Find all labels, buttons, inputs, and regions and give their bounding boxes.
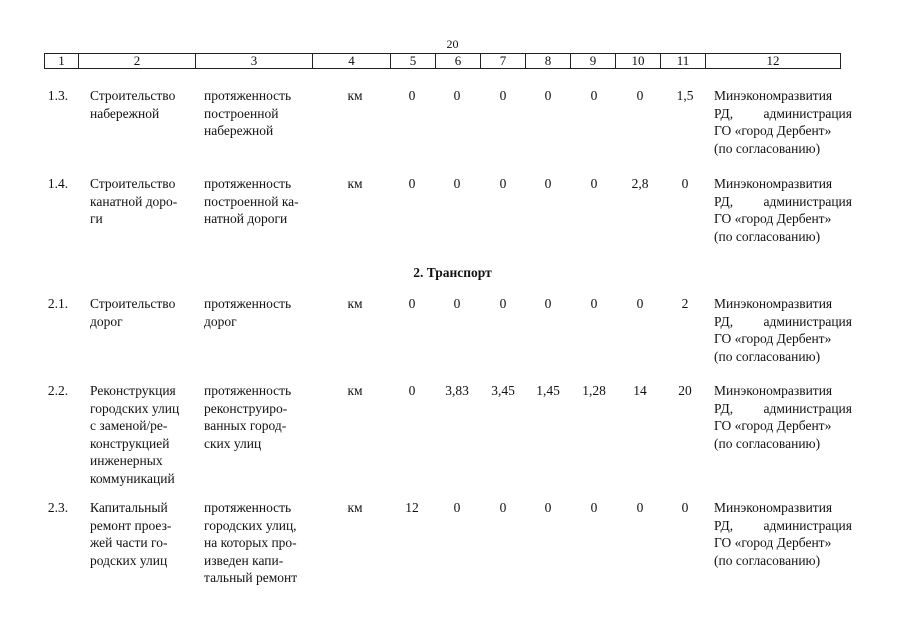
value-col-6: 0: [453, 296, 461, 311]
measure-name-line: конструкцией: [90, 435, 170, 451]
responsible-line: РД,: [714, 105, 734, 121]
value-col-11: 0: [681, 176, 689, 191]
responsible-line: РД,: [714, 313, 734, 329]
unit: км: [347, 296, 363, 311]
responsible-line: Минэкономразвития: [714, 500, 833, 515]
value-col-10: 2,8: [631, 176, 649, 191]
header-col-6: 6: [436, 54, 481, 69]
value-col-7: 0: [499, 88, 507, 103]
indicator-line: дорог: [204, 313, 237, 329]
responsible: [714, 87, 852, 157]
indicator-line: набережной: [204, 123, 274, 138]
measure-name-line: ги: [90, 211, 103, 226]
value-col-10: 14: [633, 383, 647, 398]
indicator-line: построенной: [204, 105, 279, 121]
indicator: [204, 87, 316, 140]
measure-name-line: ремонт проез-: [90, 517, 172, 533]
value-col-8: 0: [544, 88, 552, 103]
value-col-10: 0: [636, 500, 644, 515]
indicator-line: ванных город-: [204, 418, 287, 433]
measure-name: [90, 295, 200, 330]
responsible-line: ГО «город Дербент»: [714, 211, 832, 226]
value-col-7: 3,45: [491, 383, 515, 398]
value-col-9: 0: [590, 88, 598, 103]
responsible-line: Минэкономразвития: [714, 88, 833, 103]
responsible: [714, 175, 852, 245]
value-col-5: 0: [408, 383, 416, 398]
responsible-line: (по согласованию): [714, 552, 821, 568]
value-col-6: 0: [453, 176, 461, 191]
responsible-line: (по согласованию): [714, 348, 821, 364]
measure-name-line: Капитальный: [90, 500, 168, 515]
indicator: [204, 295, 316, 330]
header-col-5: 5: [391, 54, 436, 69]
measure-name-line: Строительство: [90, 88, 176, 103]
responsible-line: администрация: [763, 313, 852, 329]
value-col-5: 0: [408, 296, 416, 311]
unit: км: [347, 176, 363, 191]
row-number: 2.2.: [47, 383, 69, 398]
responsible: [714, 499, 852, 569]
responsible-line: РД,: [714, 517, 734, 533]
measure-name-line: городских улиц: [90, 400, 180, 416]
responsible-line: ГО «город Дербент»: [714, 123, 832, 138]
measure-name-line: Реконструкция: [90, 383, 176, 398]
indicator-line: протяженность: [204, 383, 292, 398]
responsible-line: ГО «город Дербент»: [714, 535, 832, 550]
section-title: 2. Транспорт: [413, 265, 492, 280]
value-col-11: 2: [681, 296, 689, 311]
header-col-11: 11: [661, 54, 706, 69]
responsible-line: Минэкономразвития: [714, 296, 833, 311]
value-col-10: 0: [636, 296, 644, 311]
measure-name-line: с заменой/ре-: [90, 418, 168, 433]
measure-name-line: набережной: [90, 105, 160, 121]
header-col-10: 10: [616, 54, 661, 69]
indicator-line: натной дороги: [204, 211, 288, 226]
value-col-11: 20: [678, 383, 692, 398]
header-col-8: 8: [526, 54, 571, 69]
header-col-12: 12: [706, 54, 841, 69]
unit: км: [347, 88, 363, 103]
indicator-line: протяженность: [204, 296, 292, 311]
value-col-11: 1,5: [676, 88, 694, 103]
value-col-7: 0: [499, 176, 507, 191]
responsible-line: Минэкономразвития: [714, 383, 833, 398]
indicator-line: городских улиц,: [204, 517, 297, 533]
row-number: 1.4.: [47, 176, 69, 191]
column-header-table: [44, 53, 841, 69]
measure-name: [90, 87, 200, 122]
responsible-line: РД,: [714, 400, 734, 416]
measure-name-line: Строительство: [90, 176, 176, 191]
value-col-6: 3,83: [445, 383, 469, 398]
indicator-line: тальный ремонт: [204, 570, 298, 585]
measure-name: [90, 175, 200, 228]
value-col-5: 0: [408, 176, 416, 191]
value-col-9: 0: [590, 176, 598, 191]
indicator: [204, 382, 316, 452]
row-number: 2.3.: [47, 500, 69, 515]
measure-name-line: инженерных: [90, 453, 163, 468]
page-number: 20: [446, 37, 459, 51]
measure-name-line: жей части го-: [90, 535, 168, 550]
row-number: 1.3.: [47, 88, 69, 103]
header-col-7: 7: [481, 54, 526, 69]
measure-name-line: дорог: [90, 313, 123, 329]
indicator-line: протяженность: [204, 176, 292, 191]
value-col-5: 12: [405, 500, 419, 515]
measure-name-line: Строительство: [90, 296, 176, 311]
responsible-line: (по согласованию): [714, 140, 821, 156]
indicator-line: построенной ка-: [204, 193, 299, 209]
responsible-line: ГО «город Дербент»: [714, 331, 832, 346]
responsible-line: (по согласованию): [714, 228, 821, 244]
unit: км: [347, 500, 363, 515]
value-col-5: 0: [408, 88, 416, 103]
indicator-line: на которых про-: [204, 535, 297, 550]
value-col-8: 0: [544, 296, 552, 311]
row-number: 2.1.: [47, 296, 69, 311]
value-col-6: 0: [453, 500, 461, 515]
responsible: [714, 382, 852, 452]
indicator: [204, 175, 316, 228]
responsible-line: администрация: [763, 517, 852, 533]
indicator-line: ских улиц: [204, 435, 262, 451]
value-col-8: 1,45: [536, 383, 560, 398]
value-col-10: 0: [636, 88, 644, 103]
value-col-9: 0: [590, 500, 598, 515]
responsible-line: администрация: [763, 193, 852, 209]
value-col-9: 1,28: [582, 383, 606, 398]
measure-name-line: родских улиц: [90, 552, 168, 568]
measure-name-line: коммуникаций: [90, 470, 175, 486]
indicator-line: изведен капи-: [204, 552, 284, 568]
measure-name-line: канатной доро-: [90, 193, 178, 209]
responsible-line: администрация: [763, 400, 852, 416]
responsible-line: (по согласованию): [714, 435, 821, 451]
header-col-4: 4: [313, 54, 391, 69]
unit: км: [347, 383, 363, 398]
measure-name: [90, 499, 200, 569]
header-col-2: 2: [79, 54, 196, 69]
measure-name: [90, 382, 200, 487]
responsible: [714, 295, 852, 365]
header-col-9: 9: [571, 54, 616, 69]
value-col-8: 0: [544, 176, 552, 191]
responsible-line: Минэкономразвития: [714, 176, 833, 191]
value-col-8: 0: [544, 500, 552, 515]
responsible-line: администрация: [763, 105, 852, 121]
header-col-1: 1: [45, 54, 79, 69]
value-col-6: 0: [453, 88, 461, 103]
indicator-line: реконструиро-: [204, 400, 288, 416]
indicator-line: протяженность: [204, 88, 292, 103]
value-col-7: 0: [499, 500, 507, 515]
header-col-3: 3: [196, 54, 313, 69]
value-col-9: 0: [590, 296, 598, 311]
value-col-7: 0: [499, 296, 507, 311]
responsible-line: ГО «город Дербент»: [714, 418, 832, 433]
value-col-11: 0: [681, 500, 689, 515]
indicator-line: протяженность: [204, 500, 292, 515]
responsible-line: РД,: [714, 193, 734, 209]
indicator: [204, 499, 316, 587]
